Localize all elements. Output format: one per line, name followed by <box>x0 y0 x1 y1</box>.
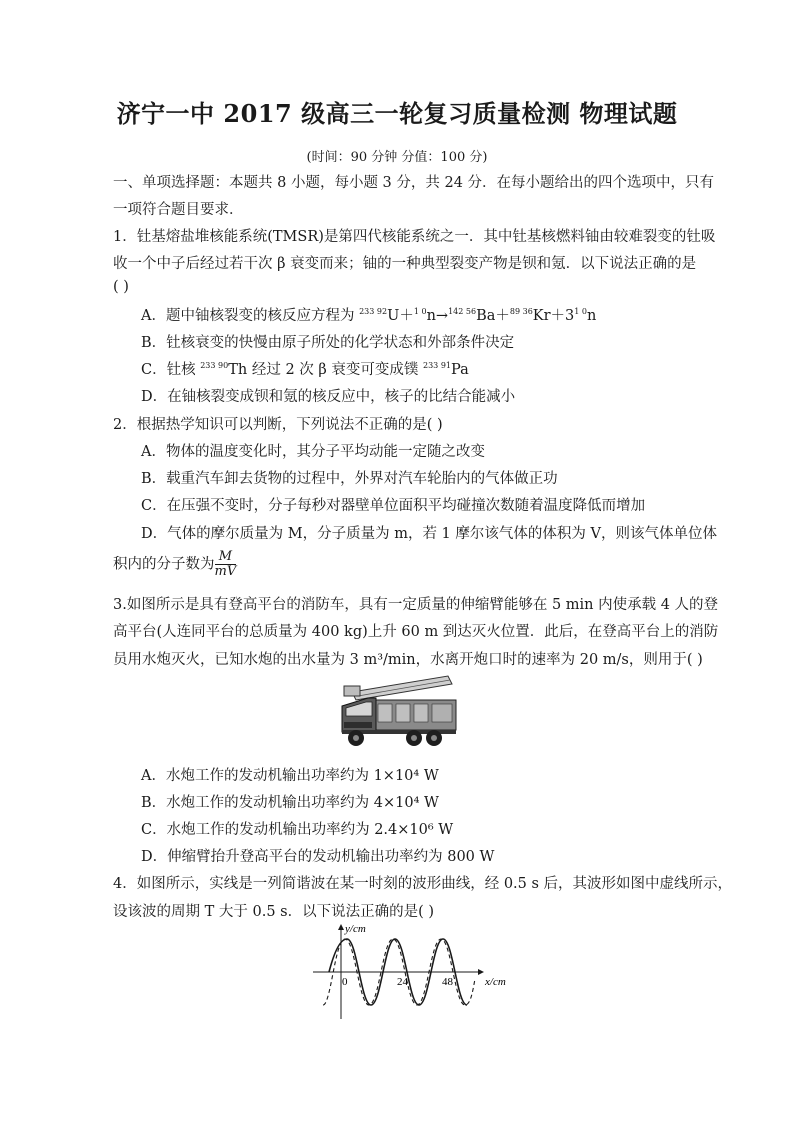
q2-stem: 2．根据热学知识可以判断，下列说法不正确的是( ) <box>113 417 443 433</box>
q4-stem-line-2: 设该波的周期 T 大于 0.5 s．以下说法正确的是( ) <box>113 904 435 920</box>
q3-stem-line-2: 高平台(人连同平台的总质量为 400 kg)上升 60 m 到达灭火位置．此后，在登高平台上的消防 <box>113 624 719 640</box>
q2-option-b: B．载重汽车卸去货物的过程中，外界对汽车轮胎内的气体做正功 <box>141 471 558 487</box>
q3-option-d: D．伸缩臂抬升登高平台的发动机输出功率约为 800 W <box>141 849 495 865</box>
y-axis-label: y/cm <box>345 923 366 935</box>
q1-option-c: C．钍核 $^{233 90}$Th 经过 2 次 β 衰变可变成镤 $^{233 91}$Pa <box>141 361 469 378</box>
nuclide-n2-superscript: 1 0 <box>574 307 588 317</box>
q3-option-c: C．水炮工作的发动机输出功率约为 2.4×10⁶ W <box>141 822 454 838</box>
nuclide-kr-superscript: 89 36 <box>509 307 533 317</box>
q1-option-b: B．钍核衰变的快慢由原子所处的化学状态和外部条件决定 <box>141 335 515 351</box>
q3-stem-line-1: 3.如图所示是具有登高平台的消防车，具有一定质量的伸缩臂能够在 5 min 内使承载 4 人的登 <box>113 597 719 613</box>
nuclide-ba-superscript: 142 56 <box>448 307 477 317</box>
q2-option-d-line-2: 积内的分子数为 $\frac{M}{mV}$ <box>113 549 237 579</box>
q1-option-a: A．题中铀核裂变的核反应方程为 $^{233 92}U+^{1 0}n\to^{142 56}Ba+^{89 36}Kr+3^{1 0}n$ <box>141 307 597 324</box>
wave-graph <box>311 919 515 1023</box>
q2-option-a: A．物体的温度变化时，其分子平均动能一定随之改变 <box>141 444 485 460</box>
fraction-m-over-mv: $\frac{M}{mV}$ <box>214 549 237 579</box>
section-instruction-line-2: 一项符合题目要求． <box>113 202 244 218</box>
nuclide-u-superscript: 233 92 <box>359 307 388 317</box>
q4-stem-line-1: 4．如图所示，实线是一列简谐波在某一时刻的波形曲线，经 0.5 s 后，其波形如图中虚线所示， <box>113 876 733 892</box>
x-axis-label: x/cm <box>485 976 506 988</box>
q3-option-a: A．水炮工作的发动机输出功率约为 1×10⁴ W <box>141 768 439 784</box>
q2-option-c: C．在压强不变时，分子每秒对器壁单位面积平均碰撞次数随着温度降低而增加 <box>141 498 646 514</box>
q1-option-d: D．在铀核裂变成钡和氪的核反应中，核子的比结合能减小 <box>141 389 516 405</box>
q1-stem-line-2: 收一个中子后经过若干次 β 衰变而来；铀的一种典型裂变产物是钡和氪．以下说法正确的是 <box>113 256 697 272</box>
q1-stem-line-1: 1．钍基熔盐堆核能系统(TMSR)是第四代核能系统之一．其中钍基核燃料铀由较难裂变的钍吸 <box>113 229 716 245</box>
x-tick-24: 24 <box>397 976 408 988</box>
nuclide-pa-superscript: 233 91 <box>423 361 451 371</box>
nuclide-th-superscript: 233 90 <box>200 361 229 371</box>
nuclide-n-superscript: 1 0 <box>413 307 427 317</box>
exam-title: 济宁一中 2017 级高三一轮复习质量检测 物理试题 <box>116 99 678 128</box>
exam-duration-score: (时间：90 分钟 分值：100 分) <box>306 150 488 165</box>
q1-stem-line-3: ( ) <box>113 279 129 295</box>
section-instruction-line-1: 一、单项选择题：本题共 8 小题，每小题 3 分，共 24 分．在每小题给出的四个选项中，只有 <box>113 175 715 191</box>
q3-stem-line-3: 员用水炮灭火，已知水炮的出水量为 3 m³/min，水离开炮口时的速率为 20 m/s，则用于( ) <box>113 652 703 668</box>
origin-label: 0 <box>342 976 348 988</box>
fire-truck-image <box>338 672 462 750</box>
q2-option-d-line-1: D．气体的摩尔质量为 M，分子质量为 m，若 1 摩尔该气体的体积为 V，则该气体单位体 <box>141 526 717 542</box>
x-tick-48: 48 <box>442 976 453 988</box>
q3-option-b: B．水炮工作的发动机输出功率约为 4×10⁴ W <box>141 795 439 811</box>
